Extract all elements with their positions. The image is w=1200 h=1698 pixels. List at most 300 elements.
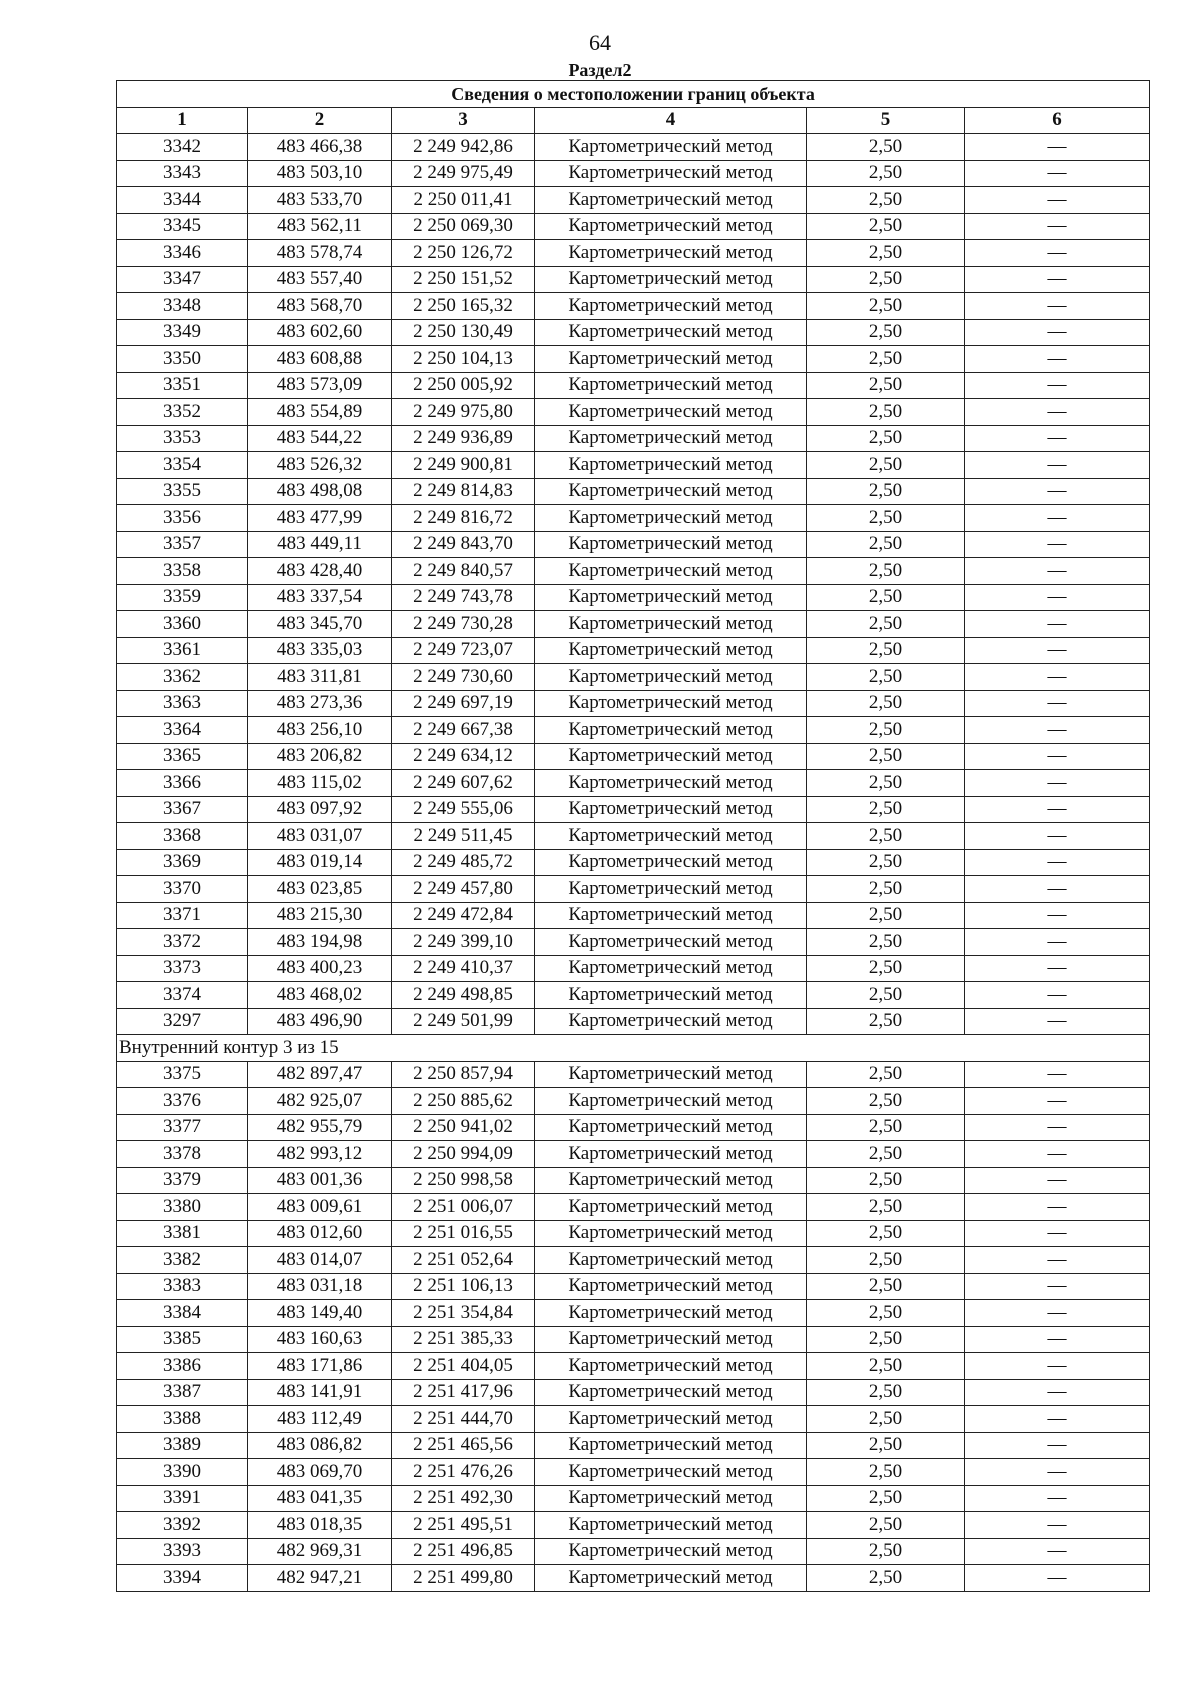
method-cell: Картометрический метод [535,1300,807,1327]
accuracy-cell: 2,50 [807,584,965,611]
method-cell: Картометрический метод [535,1512,807,1539]
accuracy-cell: 2,50 [807,399,965,426]
table-row [117,902,1150,929]
accuracy-cell: 2,50 [807,664,965,691]
note-cell: — [965,187,1150,214]
accuracy-cell: 2,50 [807,1485,965,1512]
table-row [117,664,1150,691]
table-row [117,743,1150,770]
point-number-cell: 3381 [117,1220,248,1247]
y-coordinate-cell: 2 251 006,07 [392,1194,535,1221]
point-number-cell: 3362 [117,664,248,691]
y-coordinate-cell: 2 251 385,33 [392,1326,535,1353]
x-coordinate-cell: 483 160,63 [248,1326,392,1353]
point-number-cell: 3359 [117,584,248,611]
accuracy-cell: 2,50 [807,1565,965,1592]
method-cell: Картометрический метод [535,1353,807,1380]
note-cell: — [965,319,1150,346]
method-cell: Картометрический метод [535,1432,807,1459]
point-number-cell: 3356 [117,505,248,532]
method-cell: Картометрический метод [535,664,807,691]
method-cell: Картометрический метод [535,1326,807,1353]
point-number-cell: 3368 [117,823,248,850]
y-coordinate-cell: 2 249 730,28 [392,611,535,638]
accuracy-cell: 2,50 [807,1379,965,1406]
y-coordinate-cell: 2 251 499,80 [392,1565,535,1592]
y-coordinate-cell: 2 249 814,83 [392,478,535,505]
point-number-cell: 3357 [117,531,248,558]
point-number-cell: 3369 [117,849,248,876]
y-coordinate-cell: 2 249 730,60 [392,664,535,691]
point-number-cell: 3352 [117,399,248,426]
note-cell: — [965,425,1150,452]
table-body [117,134,1150,1592]
x-coordinate-cell: 483 608,88 [248,346,392,373]
table-row [117,319,1150,346]
column-header-3: 3 [392,107,535,134]
table-row [117,1379,1150,1406]
point-number-cell: 3380 [117,1194,248,1221]
point-number-cell: 3351 [117,372,248,399]
note-cell: — [965,558,1150,585]
point-number-cell: 3391 [117,1485,248,1512]
method-cell: Картометрический метод [535,1114,807,1141]
method-cell: Картометрический метод [535,1167,807,1194]
table-row [117,1273,1150,1300]
note-cell: — [965,1300,1150,1327]
y-coordinate-cell: 2 249 697,19 [392,690,535,717]
y-coordinate-cell: 2 249 501,99 [392,1008,535,1035]
y-coordinate-cell: 2 250 994,09 [392,1141,535,1168]
accuracy-cell: 2,50 [807,452,965,479]
method-cell: Картометрический метод [535,1538,807,1565]
method-cell: Картометрический метод [535,1220,807,1247]
note-cell: — [965,717,1150,744]
x-coordinate-cell: 482 955,79 [248,1114,392,1141]
accuracy-cell: 2,50 [807,558,965,585]
note-cell: — [965,240,1150,267]
y-coordinate-cell: 2 249 457,80 [392,876,535,903]
method-cell: Картометрический метод [535,478,807,505]
table-row [117,160,1150,187]
y-coordinate-cell: 2 249 975,80 [392,399,535,426]
y-coordinate-cell: 2 249 472,84 [392,902,535,929]
point-number-cell: 3390 [117,1459,248,1486]
y-coordinate-cell: 2 249 511,45 [392,823,535,850]
y-coordinate-cell: 2 251 465,56 [392,1432,535,1459]
point-number-cell: 3388 [117,1406,248,1433]
x-coordinate-cell: 483 498,08 [248,478,392,505]
y-coordinate-cell: 2 251 354,84 [392,1300,535,1327]
x-coordinate-cell: 483 031,07 [248,823,392,850]
y-coordinate-cell: 2 250 011,41 [392,187,535,214]
note-cell: — [965,452,1150,479]
note-cell: — [965,823,1150,850]
page-number: 64 [589,30,611,55]
table-row [117,1247,1150,1274]
method-cell: Картометрический метод [535,1061,807,1088]
x-coordinate-cell: 483 273,36 [248,690,392,717]
table-row [117,1114,1150,1141]
x-coordinate-cell: 483 014,07 [248,1247,392,1274]
x-coordinate-cell: 483 503,10 [248,160,392,187]
column-header-4: 4 [535,107,807,134]
table-row [117,372,1150,399]
method-cell: Картометрический метод [535,531,807,558]
table-row [117,1088,1150,1115]
point-number-cell: 3343 [117,160,248,187]
table-row [117,187,1150,214]
method-cell: Картометрический метод [535,743,807,770]
note-cell: — [965,1194,1150,1221]
method-cell: Картометрический метод [535,1088,807,1115]
x-coordinate-cell: 483 001,36 [248,1167,392,1194]
contour-section-label: Внутренний контур 3 из 15 [117,1035,1150,1062]
note-cell: — [965,1459,1150,1486]
y-coordinate-cell: 2 251 106,13 [392,1273,535,1300]
x-coordinate-cell: 483 568,70 [248,293,392,320]
accuracy-cell: 2,50 [807,319,965,346]
accuracy-cell: 2,50 [807,1008,965,1035]
accuracy-cell: 2,50 [807,531,965,558]
table-row [117,266,1150,293]
method-cell: Картометрический метод [535,187,807,214]
point-number-cell: 3370 [117,876,248,903]
point-number-cell: 3394 [117,1565,248,1592]
point-number-cell: 3364 [117,717,248,744]
accuracy-cell: 2,50 [807,1512,965,1539]
note-cell: — [965,266,1150,293]
accuracy-cell: 2,50 [807,1273,965,1300]
note-cell: — [965,1353,1150,1380]
table-row [117,1432,1150,1459]
note-cell: — [965,505,1150,532]
point-number-cell: 3389 [117,1432,248,1459]
x-coordinate-cell: 483 573,09 [248,372,392,399]
note-cell: — [965,1512,1150,1539]
note-cell: — [965,293,1150,320]
point-number-cell: 3346 [117,240,248,267]
point-number-cell: 3382 [117,1247,248,1274]
x-coordinate-cell: 483 141,91 [248,1379,392,1406]
point-number-cell: 3387 [117,1379,248,1406]
accuracy-cell: 2,50 [807,1326,965,1353]
table-header-row [117,107,1150,134]
accuracy-cell: 2,50 [807,240,965,267]
y-coordinate-cell: 2 250 069,30 [392,213,535,240]
note-cell: — [965,637,1150,664]
accuracy-cell: 2,50 [807,717,965,744]
y-coordinate-cell: 2 250 104,13 [392,346,535,373]
table-row [117,955,1150,982]
accuracy-cell: 2,50 [807,1247,965,1274]
accuracy-cell: 2,50 [807,849,965,876]
point-number-cell: 3379 [117,1167,248,1194]
method-cell: Картометрический метод [535,690,807,717]
method-cell: Картометрический метод [535,929,807,956]
method-cell: Картометрический метод [535,584,807,611]
note-cell: — [965,1167,1150,1194]
method-cell: Картометрический метод [535,160,807,187]
x-coordinate-cell: 483 311,81 [248,664,392,691]
y-coordinate-cell: 2 251 052,64 [392,1247,535,1274]
x-coordinate-cell: 483 018,35 [248,1512,392,1539]
y-coordinate-cell: 2 250 126,72 [392,240,535,267]
point-number-cell: 3349 [117,319,248,346]
point-number-cell: 3378 [117,1141,248,1168]
table-row [117,240,1150,267]
y-coordinate-cell: 2 249 843,70 [392,531,535,558]
accuracy-cell: 2,50 [807,1088,965,1115]
y-coordinate-cell: 2 249 485,72 [392,849,535,876]
note-cell: — [965,1061,1150,1088]
table-row [117,796,1150,823]
accuracy-cell: 2,50 [807,134,965,161]
point-number-cell: 3344 [117,187,248,214]
y-coordinate-cell: 2 249 607,62 [392,770,535,797]
y-coordinate-cell: 2 251 404,05 [392,1353,535,1380]
y-coordinate-cell: 2 250 998,58 [392,1167,535,1194]
contour-section-row [117,1035,1150,1062]
x-coordinate-cell: 483 477,99 [248,505,392,532]
note-cell: — [965,531,1150,558]
x-coordinate-cell: 483 086,82 [248,1432,392,1459]
point-number-cell: 3297 [117,1008,248,1035]
y-coordinate-cell: 2 249 816,72 [392,505,535,532]
table-row [117,611,1150,638]
y-coordinate-cell: 2 250 165,32 [392,293,535,320]
table-row [117,1485,1150,1512]
point-number-cell: 3345 [117,213,248,240]
method-cell: Картометрический метод [535,902,807,929]
x-coordinate-cell: 482 993,12 [248,1141,392,1168]
note-cell: — [965,1008,1150,1035]
table-row [117,558,1150,585]
accuracy-cell: 2,50 [807,160,965,187]
accuracy-cell: 2,50 [807,876,965,903]
method-cell: Картометрический метод [535,1194,807,1221]
point-number-cell: 3376 [117,1088,248,1115]
accuracy-cell: 2,50 [807,955,965,982]
accuracy-cell: 2,50 [807,425,965,452]
x-coordinate-cell: 482 947,21 [248,1565,392,1592]
table-row [117,1353,1150,1380]
y-coordinate-cell: 2 249 498,85 [392,982,535,1009]
table-row [117,134,1150,161]
note-cell: — [965,955,1150,982]
y-coordinate-cell: 2 250 941,02 [392,1114,535,1141]
table-row [117,531,1150,558]
accuracy-cell: 2,50 [807,505,965,532]
y-coordinate-cell: 2 251 495,51 [392,1512,535,1539]
table-row [117,1167,1150,1194]
table-caption: Сведения о местоположении границ объекта [117,81,1150,108]
point-number-cell: 3386 [117,1353,248,1380]
accuracy-cell: 2,50 [807,213,965,240]
note-cell: — [965,982,1150,1009]
point-number-cell: 3358 [117,558,248,585]
point-number-cell: 3374 [117,982,248,1009]
table-row [117,1406,1150,1433]
method-cell: Картометрический метод [535,823,807,850]
y-coordinate-cell: 2 250 130,49 [392,319,535,346]
x-coordinate-cell: 483 428,40 [248,558,392,585]
note-cell: — [965,399,1150,426]
note-cell: — [965,1273,1150,1300]
x-coordinate-cell: 483 345,70 [248,611,392,638]
point-number-cell: 3383 [117,1273,248,1300]
y-coordinate-cell: 2 251 417,96 [392,1379,535,1406]
method-cell: Картометрический метод [535,425,807,452]
x-coordinate-cell: 482 925,07 [248,1088,392,1115]
table-row [117,452,1150,479]
note-cell: — [965,1326,1150,1353]
x-coordinate-cell: 483 544,22 [248,425,392,452]
method-cell: Картометрический метод [535,266,807,293]
accuracy-cell: 2,50 [807,743,965,770]
x-coordinate-cell: 483 578,74 [248,240,392,267]
point-number-cell: 3365 [117,743,248,770]
note-cell: — [965,1432,1150,1459]
x-coordinate-cell: 483 562,11 [248,213,392,240]
section-title: Раздел2 [568,60,632,80]
method-cell: Картометрический метод [535,213,807,240]
note-cell: — [965,1114,1150,1141]
table-row [117,1538,1150,1565]
note-cell: — [965,478,1150,505]
accuracy-cell: 2,50 [807,823,965,850]
accuracy-cell: 2,50 [807,1167,965,1194]
note-cell: — [965,584,1150,611]
accuracy-cell: 2,50 [807,796,965,823]
note-cell: — [965,160,1150,187]
y-coordinate-cell: 2 249 634,12 [392,743,535,770]
x-coordinate-cell: 483 019,14 [248,849,392,876]
x-coordinate-cell: 483 069,70 [248,1459,392,1486]
point-number-cell: 3377 [117,1114,248,1141]
accuracy-cell: 2,50 [807,1141,965,1168]
method-cell: Картометрический метод [535,1273,807,1300]
point-number-cell: 3371 [117,902,248,929]
y-coordinate-cell: 2 249 723,07 [392,637,535,664]
point-number-cell: 3347 [117,266,248,293]
y-coordinate-cell: 2 249 942,86 [392,134,535,161]
y-coordinate-cell: 2 249 900,81 [392,452,535,479]
note-cell: — [965,346,1150,373]
method-cell: Картометрический метод [535,717,807,744]
table-row [117,505,1150,532]
table-row [117,982,1150,1009]
y-coordinate-cell: 2 249 975,49 [392,160,535,187]
y-coordinate-cell: 2 249 667,38 [392,717,535,744]
point-number-cell: 3361 [117,637,248,664]
note-cell: — [965,690,1150,717]
point-number-cell: 3348 [117,293,248,320]
table-row [117,478,1150,505]
method-cell: Картометрический метод [535,1459,807,1486]
x-coordinate-cell: 483 023,85 [248,876,392,903]
accuracy-cell: 2,50 [807,902,965,929]
accuracy-cell: 2,50 [807,1194,965,1221]
column-header-5: 5 [807,107,965,134]
y-coordinate-cell: 2 250 005,92 [392,372,535,399]
table-row [117,425,1150,452]
x-coordinate-cell: 483 194,98 [248,929,392,956]
note-cell: — [965,213,1150,240]
method-cell: Картометрический метод [535,1406,807,1433]
x-coordinate-cell: 483 554,89 [248,399,392,426]
point-number-cell: 3375 [117,1061,248,1088]
note-cell: — [965,1247,1150,1274]
point-number-cell: 3366 [117,770,248,797]
x-coordinate-cell: 483 097,92 [248,796,392,823]
accuracy-cell: 2,50 [807,372,965,399]
accuracy-cell: 2,50 [807,187,965,214]
method-cell: Картометрический метод [535,1008,807,1035]
column-header-2: 2 [248,107,392,134]
table-row [117,770,1150,797]
accuracy-cell: 2,50 [807,770,965,797]
accuracy-cell: 2,50 [807,1459,965,1486]
accuracy-cell: 2,50 [807,293,965,320]
note-cell: — [965,611,1150,638]
method-cell: Картометрический метод [535,637,807,664]
y-coordinate-cell: 2 250 151,52 [392,266,535,293]
table-row [117,1300,1150,1327]
point-number-cell: 3350 [117,346,248,373]
note-cell: — [965,796,1150,823]
x-coordinate-cell: 483 557,40 [248,266,392,293]
y-coordinate-cell: 2 249 936,89 [392,425,535,452]
point-number-cell: 3360 [117,611,248,638]
point-number-cell: 3353 [117,425,248,452]
point-number-cell: 3373 [117,955,248,982]
accuracy-cell: 2,50 [807,982,965,1009]
y-coordinate-cell: 2 251 444,70 [392,1406,535,1433]
table-row [117,1512,1150,1539]
x-coordinate-cell: 483 149,40 [248,1300,392,1327]
x-coordinate-cell: 483 335,03 [248,637,392,664]
accuracy-cell: 2,50 [807,266,965,293]
y-coordinate-cell: 2 251 492,30 [392,1485,535,1512]
method-cell: Картометрический метод [535,319,807,346]
x-coordinate-cell: 483 031,18 [248,1273,392,1300]
x-coordinate-cell: 482 897,47 [248,1061,392,1088]
point-number-cell: 3384 [117,1300,248,1327]
accuracy-cell: 2,50 [807,346,965,373]
table-row [117,399,1150,426]
note-cell: — [965,1379,1150,1406]
accuracy-cell: 2,50 [807,1300,965,1327]
y-coordinate-cell: 2 249 555,06 [392,796,535,823]
method-cell: Картометрический метод [535,399,807,426]
method-cell: Картометрический метод [535,796,807,823]
note-cell: — [965,664,1150,691]
x-coordinate-cell: 483 012,60 [248,1220,392,1247]
y-coordinate-cell: 2 249 840,57 [392,558,535,585]
method-cell: Картометрический метод [535,240,807,267]
x-coordinate-cell: 483 466,38 [248,134,392,161]
method-cell: Картометрический метод [535,1485,807,1512]
method-cell: Картометрический метод [535,505,807,532]
table-row [117,876,1150,903]
point-number-cell: 3392 [117,1512,248,1539]
accuracy-cell: 2,50 [807,1114,965,1141]
table-row [117,1220,1150,1247]
y-coordinate-cell: 2 249 743,78 [392,584,535,611]
x-coordinate-cell: 483 602,60 [248,319,392,346]
note-cell: — [965,876,1150,903]
